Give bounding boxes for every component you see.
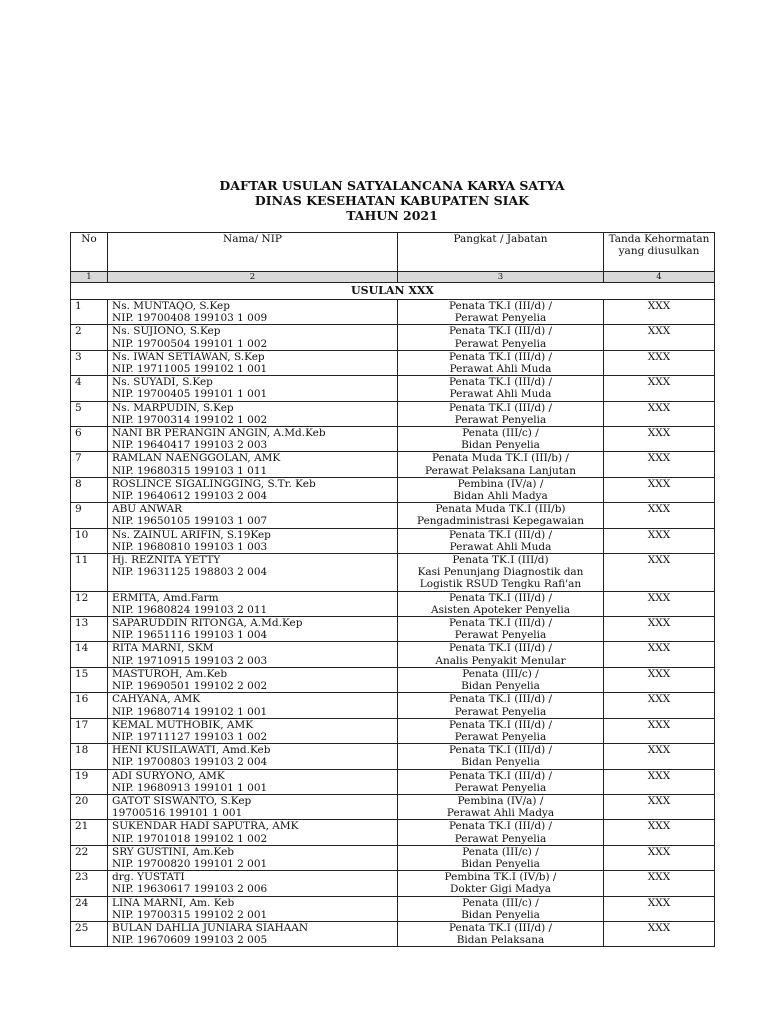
- employee-nip: NIP. 19700314 199102 1 002: [112, 413, 268, 426]
- employee-nip: NIP. 19700315 199102 2 001: [112, 908, 268, 921]
- title-line-2: DINAS KESEHATAN KABUPATEN SIAK: [254, 193, 530, 208]
- table-row: [71, 794, 715, 819]
- honor-proposed-cell: XXX: [604, 921, 715, 946]
- honor-proposed-cell: XXX: [604, 617, 715, 642]
- employee-nip: NIP. 19680810 199103 1 003: [112, 540, 268, 553]
- header-pangkat-jabatan: Pangkat / Jabatan: [398, 233, 604, 272]
- employee-name: Hj. REZNITA YETTY: [112, 554, 221, 567]
- section-title: USULAN XXX: [71, 283, 715, 300]
- row-number: 21: [71, 820, 108, 845]
- row-number: 12: [71, 591, 108, 616]
- title-line-3: TAHUN 2021: [346, 208, 438, 223]
- rank-position-cell: [398, 693, 604, 718]
- honor-proposed-cell: XXX: [604, 769, 715, 794]
- table-row: [71, 921, 715, 946]
- employee-name: HENI KUSILAWATI, Amd.Keb: [112, 744, 271, 757]
- rank-position-cell: [398, 427, 604, 452]
- rank-position-line: Penata TK.I (III/d) /: [448, 591, 553, 604]
- rank-position-cell: [398, 794, 604, 819]
- employee-name: ERMITA, Amd.Farm: [112, 591, 219, 604]
- rank-position-cell: [398, 591, 604, 616]
- rank-position-line: Penata TK.I (III/d) /: [448, 528, 553, 541]
- name-nip-cell: [108, 794, 398, 819]
- row-number: 11: [71, 554, 108, 592]
- honor-proposed-cell: XXX: [604, 528, 715, 553]
- rank-position-line: Bidan Penyelia: [461, 857, 540, 870]
- rank-position-line: Penata TK.I (III/d) /: [448, 300, 553, 312]
- employee-name: Ns. SUJIONO, S.Kep: [112, 325, 221, 338]
- honor-proposed-cell: XXX: [604, 427, 715, 452]
- rank-position-line: Penata TK.I (III/d): [452, 554, 549, 567]
- employee-name: CAHYANA, AMK: [112, 693, 201, 706]
- rank-position-line: Bidan Penyelia: [461, 680, 540, 693]
- employee-name: Ns. SUYADI, S.Kep: [112, 376, 213, 389]
- rank-position-cell: [398, 528, 604, 553]
- table-row: [71, 667, 715, 692]
- rank-position-cell: [398, 376, 604, 401]
- rank-position-line: Penata TK.I (III/d) /: [448, 921, 553, 934]
- employee-nip: NIP. 19640612 199103 2 004: [112, 490, 268, 503]
- employee-name: Ns. IWAN SETIAWAN, S.Kep: [112, 350, 265, 363]
- table-row: [71, 617, 715, 642]
- name-nip-cell: [108, 325, 398, 350]
- row-number: 25: [71, 921, 108, 946]
- employee-name: BULAN DAHLIA JUNIARA SIAHAAN: [112, 921, 309, 934]
- honor-proposed-cell: XXX: [604, 667, 715, 692]
- table-row: [71, 376, 715, 401]
- honor-proposed-cell: XXX: [604, 896, 715, 921]
- name-nip-cell: [108, 528, 398, 553]
- rank-position-cell: [398, 820, 604, 845]
- rank-position-line: Penata TK.I (III/d) /: [448, 642, 553, 655]
- employee-name: Ns. ZAINUL ARIFIN, S.19Kep: [112, 528, 271, 541]
- rank-position-line: Penata TK.I (III/d) /: [448, 401, 553, 414]
- row-number: 8: [71, 477, 108, 502]
- rank-position-line: Bidan Ahli Madya: [453, 490, 548, 503]
- rank-position-line: Penata TK.I (III/d) /: [448, 744, 553, 757]
- employee-nip: NIP. 19700408 199103 1 009: [112, 312, 268, 325]
- employee-name: LINA MARNI, Am. Keb: [112, 896, 235, 909]
- employee-name: ROSLINCE SIGALINGGING, S.Tr. Keb: [112, 477, 316, 490]
- honor-proposed-cell: XXX: [604, 350, 715, 375]
- rank-position-cell: [398, 871, 604, 896]
- honor-proposed-cell: XXX: [604, 554, 715, 592]
- rank-position-line: Analis Penyakit Menular: [435, 654, 566, 667]
- employee-nip: NIP. 19670609 199103 2 005: [112, 934, 268, 947]
- employee-nip: NIP. 19680714 199102 1 001: [112, 705, 268, 718]
- honor-proposed-cell: XXX: [604, 376, 715, 401]
- rank-position-line: Perawat Penyelia: [454, 832, 547, 845]
- row-number: 23: [71, 871, 108, 896]
- name-nip-cell: [108, 376, 398, 401]
- rank-position-line: Pembina (IV/a) /: [457, 477, 544, 490]
- name-nip-cell: [108, 820, 398, 845]
- employee-name: drg. YUSTATI: [112, 871, 185, 884]
- employee-name: RAMLAN NAENGGOLAN, AMK: [112, 452, 281, 465]
- rank-position-line: Penata TK.I (III/d) /: [448, 693, 553, 706]
- rank-position-cell: [398, 896, 604, 921]
- employee-nip: NIP. 19631125 198803 2 004: [112, 566, 268, 579]
- employee-name: GATOT SISWANTO, S.Kep: [112, 794, 252, 807]
- table-row: [71, 401, 715, 426]
- rank-position-line: Penata Muda TK.I (III/b) /: [432, 452, 569, 465]
- table-header-row: [71, 233, 715, 272]
- employee-nip: NIP. 19640417 199103 2 003: [112, 439, 268, 452]
- row-number: 4: [71, 376, 108, 401]
- employee-name: MASTUROH, Am.Keb: [112, 667, 228, 680]
- honor-proposed-cell: XXX: [604, 642, 715, 667]
- honor-proposed-cell: XXX: [604, 820, 715, 845]
- employee-nip: NIP. 19630617 199103 2 006: [112, 883, 268, 896]
- rank-position-cell: [398, 667, 604, 692]
- document-title: [70, 178, 714, 223]
- table-row: [71, 554, 715, 592]
- employee-name: KEMAL MUTHOBIK, AMK: [112, 718, 254, 731]
- table-row: [71, 845, 715, 870]
- name-nip-cell: [108, 769, 398, 794]
- rank-position-line: Asisten Apoteker Penyelia: [431, 603, 570, 616]
- row-number: 14: [71, 642, 108, 667]
- table-body: [71, 300, 715, 947]
- table-row: [71, 820, 715, 845]
- row-number: 15: [71, 667, 108, 692]
- row-number: 19: [71, 769, 108, 794]
- row-number: 9: [71, 503, 108, 528]
- rank-position-line: Perawat Ahli Muda: [449, 363, 552, 376]
- honor-proposed-cell: XXX: [604, 477, 715, 502]
- name-nip-cell: [108, 554, 398, 592]
- honor-proposed-cell: XXX: [604, 845, 715, 870]
- rank-position-line: Penata TK.I (III/d) /: [448, 350, 553, 363]
- row-number: 3: [71, 350, 108, 375]
- name-nip-cell: [108, 896, 398, 921]
- rank-position-line: Penata (III/c) /: [462, 896, 539, 909]
- table-row: [71, 300, 715, 325]
- employee-name: Ns. MUNTAQO, S.Kep: [112, 300, 230, 312]
- header-nama-nip: Nama/ NIP: [108, 233, 398, 272]
- rank-position-cell: [398, 554, 604, 592]
- rank-position-cell: [398, 744, 604, 769]
- row-number: 6: [71, 427, 108, 452]
- rank-position-line: Perawat Penyelia: [454, 781, 547, 794]
- row-number: 5: [71, 401, 108, 426]
- rank-position-cell: [398, 769, 604, 794]
- rank-position-line: Pengadministrasi Kepegawaian: [416, 515, 584, 528]
- rank-position-line: Pembina (IV/a) /: [457, 794, 544, 807]
- honor-proposed-cell: XXX: [604, 300, 715, 325]
- name-nip-cell: [108, 667, 398, 692]
- rank-position-line: Bidan Pelaksana: [456, 934, 545, 947]
- table-row: [71, 528, 715, 553]
- column-number: 3: [398, 272, 604, 283]
- name-nip-cell: [108, 591, 398, 616]
- employee-nip: NIP. 19710915 199103 2 003: [112, 654, 268, 667]
- employee-nip: NIP. 19650105 199103 1 007: [112, 515, 268, 528]
- row-number: 18: [71, 744, 108, 769]
- employee-nip: NIP. 19700504 199101 1 002: [112, 337, 268, 350]
- rank-position-cell: [398, 718, 604, 743]
- employee-nip: NIP. 19680824 199103 2 011: [112, 603, 268, 616]
- rank-position-line: Perawat Ahli Muda: [449, 540, 552, 553]
- rank-position-line: Penata TK.I (III/d) /: [448, 376, 553, 389]
- employee-nip: NIP. 19700405 199101 1 001: [112, 388, 268, 401]
- table-row: [71, 693, 715, 718]
- honor-proposed-cell: XXX: [604, 693, 715, 718]
- rank-position-cell: [398, 401, 604, 426]
- rank-position-cell: [398, 503, 604, 528]
- employee-nip: NIP. 19680315 199103 1 011: [112, 464, 268, 477]
- rank-position-line: Perawat Penyelia: [454, 629, 547, 642]
- honor-proposed-cell: XXX: [604, 718, 715, 743]
- rank-position-line: Penata TK.I (III/d) /: [448, 617, 553, 630]
- rank-position-line: Penata (III/c) /: [462, 427, 539, 440]
- proposal-table: [70, 232, 715, 947]
- employee-nip: 19700516 199101 1 001: [112, 807, 243, 820]
- row-number: 7: [71, 452, 108, 477]
- header-no: No: [71, 233, 108, 272]
- row-number: 13: [71, 617, 108, 642]
- rank-position-line: Perawat Penyelia: [454, 730, 547, 743]
- header-tanda-kehormatan: Tanda Kehormatan yang diusulkan: [604, 233, 715, 272]
- honor-proposed-cell: XXX: [604, 401, 715, 426]
- column-number-row: [71, 272, 715, 283]
- employee-nip: NIP. 19651116 199103 1 004: [112, 629, 268, 642]
- rank-position-line: Bidan Penyelia: [461, 439, 540, 452]
- rank-position-line: Perawat Penyelia: [454, 337, 547, 350]
- rank-position-cell: [398, 477, 604, 502]
- row-number: 10: [71, 528, 108, 553]
- row-number: 16: [71, 693, 108, 718]
- section-row: [71, 283, 715, 300]
- table-row: [71, 744, 715, 769]
- table-row: [71, 591, 715, 616]
- name-nip-cell: [108, 744, 398, 769]
- employee-nip: NIP. 19700803 199103 2 004: [112, 756, 268, 769]
- employee-name: RITA MARNI, SKM: [112, 642, 214, 655]
- rank-position-line: Dokter Gigi Madya: [450, 883, 551, 896]
- honor-proposed-cell: XXX: [604, 744, 715, 769]
- table-row: [71, 871, 715, 896]
- name-nip-cell: [108, 617, 398, 642]
- honor-proposed-cell: XXX: [604, 325, 715, 350]
- rank-position-line: Bidan Penyelia: [461, 756, 540, 769]
- rank-position-cell: [398, 350, 604, 375]
- table-row: [71, 452, 715, 477]
- column-number: 4: [604, 272, 715, 283]
- employee-name: Ns. MARPUDIN, S.Kep: [112, 401, 234, 414]
- employee-name: SAPARUDDIN RITONGA, A.Md.Kep: [112, 617, 303, 630]
- rank-position-line: Perawat Ahli Muda: [449, 388, 552, 401]
- rank-position-line: Perawat Penyelia: [454, 312, 547, 325]
- rank-position-line: Perawat Ahli Madya: [446, 807, 555, 820]
- rank-position-line: Penata Muda TK.I (III/b): [435, 503, 566, 516]
- employee-nip: NIP. 19711127 199103 1 002: [112, 730, 268, 743]
- honor-proposed-cell: XXX: [604, 794, 715, 819]
- honor-proposed-cell: XXX: [604, 452, 715, 477]
- employee-name: ABU ANWAR: [112, 503, 183, 516]
- table-row: [71, 477, 715, 502]
- employee-nip: NIP. 19701018 199102 1 002: [112, 832, 268, 845]
- rank-position-line: Perawat Penyelia: [454, 413, 547, 426]
- column-number: 1: [71, 272, 108, 283]
- table-row: [71, 718, 715, 743]
- name-nip-cell: [108, 718, 398, 743]
- rank-position-line: Penata TK.I (III/d) /: [448, 769, 553, 782]
- name-nip-cell: [108, 871, 398, 896]
- employee-nip: NIP. 19690501 199102 2 002: [112, 680, 268, 693]
- honor-proposed-cell: XXX: [604, 591, 715, 616]
- name-nip-cell: [108, 427, 398, 452]
- table-row: [71, 642, 715, 667]
- employee-nip: NIP. 19700820 199101 2 001: [112, 857, 268, 870]
- rank-position-line: Penata TK.I (III/d) /: [448, 718, 553, 731]
- row-number: 22: [71, 845, 108, 870]
- rank-position-line: Logistik RSUD Tengku Rafi'an: [419, 578, 582, 591]
- row-number: 2: [71, 325, 108, 350]
- name-nip-cell: [108, 921, 398, 946]
- employee-nip: NIP. 19711005 199102 1 001: [112, 363, 268, 376]
- table-row: [71, 427, 715, 452]
- rank-position-cell: [398, 300, 604, 325]
- name-nip-cell: [108, 845, 398, 870]
- honor-proposed-cell: XXX: [604, 871, 715, 896]
- employee-name: SRY GUSTINI, Am.Keb: [112, 845, 235, 858]
- row-number: 24: [71, 896, 108, 921]
- table-row: [71, 350, 715, 375]
- rank-position-line: Penata (III/c) /: [462, 667, 539, 680]
- rank-position-line: Perawat Pelaksana Lanjutan: [425, 464, 576, 477]
- employee-name: NANI BR PERANGIN ANGIN, A.Md.Keb: [112, 427, 326, 440]
- name-nip-cell: [108, 642, 398, 667]
- name-nip-cell: [108, 693, 398, 718]
- table-row: [71, 769, 715, 794]
- row-number: 20: [71, 794, 108, 819]
- row-number: 1: [71, 300, 108, 325]
- name-nip-cell: [108, 503, 398, 528]
- table-row: [71, 896, 715, 921]
- honor-proposed-cell: XXX: [604, 503, 715, 528]
- rank-position-cell: [398, 921, 604, 946]
- rank-position-line: Penata TK.I (III/d) /: [448, 325, 553, 338]
- name-nip-cell: [108, 300, 398, 325]
- rank-position-cell: [398, 642, 604, 667]
- employee-name: SUKENDAR HADI SAPUTRA, AMK: [112, 820, 299, 833]
- table-row: [71, 325, 715, 350]
- rank-position-line: Perawat Penyelia: [454, 705, 547, 718]
- rank-position-line: Bidan Penyelia: [461, 908, 540, 921]
- rank-position-line: Penata TK.I (III/d) /: [448, 820, 553, 833]
- rank-position-cell: [398, 845, 604, 870]
- rank-position-line: Pembina TK.I (IV/b) /: [444, 871, 557, 884]
- employee-name: ADI SURYONO, AMK: [112, 769, 225, 782]
- name-nip-cell: [108, 452, 398, 477]
- title-line-1: DAFTAR USULAN SATYALANCANA KARYA SATYA: [219, 178, 565, 193]
- name-nip-cell: [108, 477, 398, 502]
- name-nip-cell: [108, 401, 398, 426]
- rank-position-line: Penata (III/c) /: [462, 845, 539, 858]
- rank-position-line: Kasi Penunjang Diagnostik dan: [417, 566, 584, 579]
- column-number: 2: [108, 272, 398, 283]
- rank-position-cell: [398, 452, 604, 477]
- rank-position-cell: [398, 617, 604, 642]
- name-nip-cell: [108, 350, 398, 375]
- table-row: [71, 503, 715, 528]
- row-number: 17: [71, 718, 108, 743]
- rank-position-cell: [398, 325, 604, 350]
- employee-nip: NIP. 19680913 199101 1 001: [112, 781, 268, 794]
